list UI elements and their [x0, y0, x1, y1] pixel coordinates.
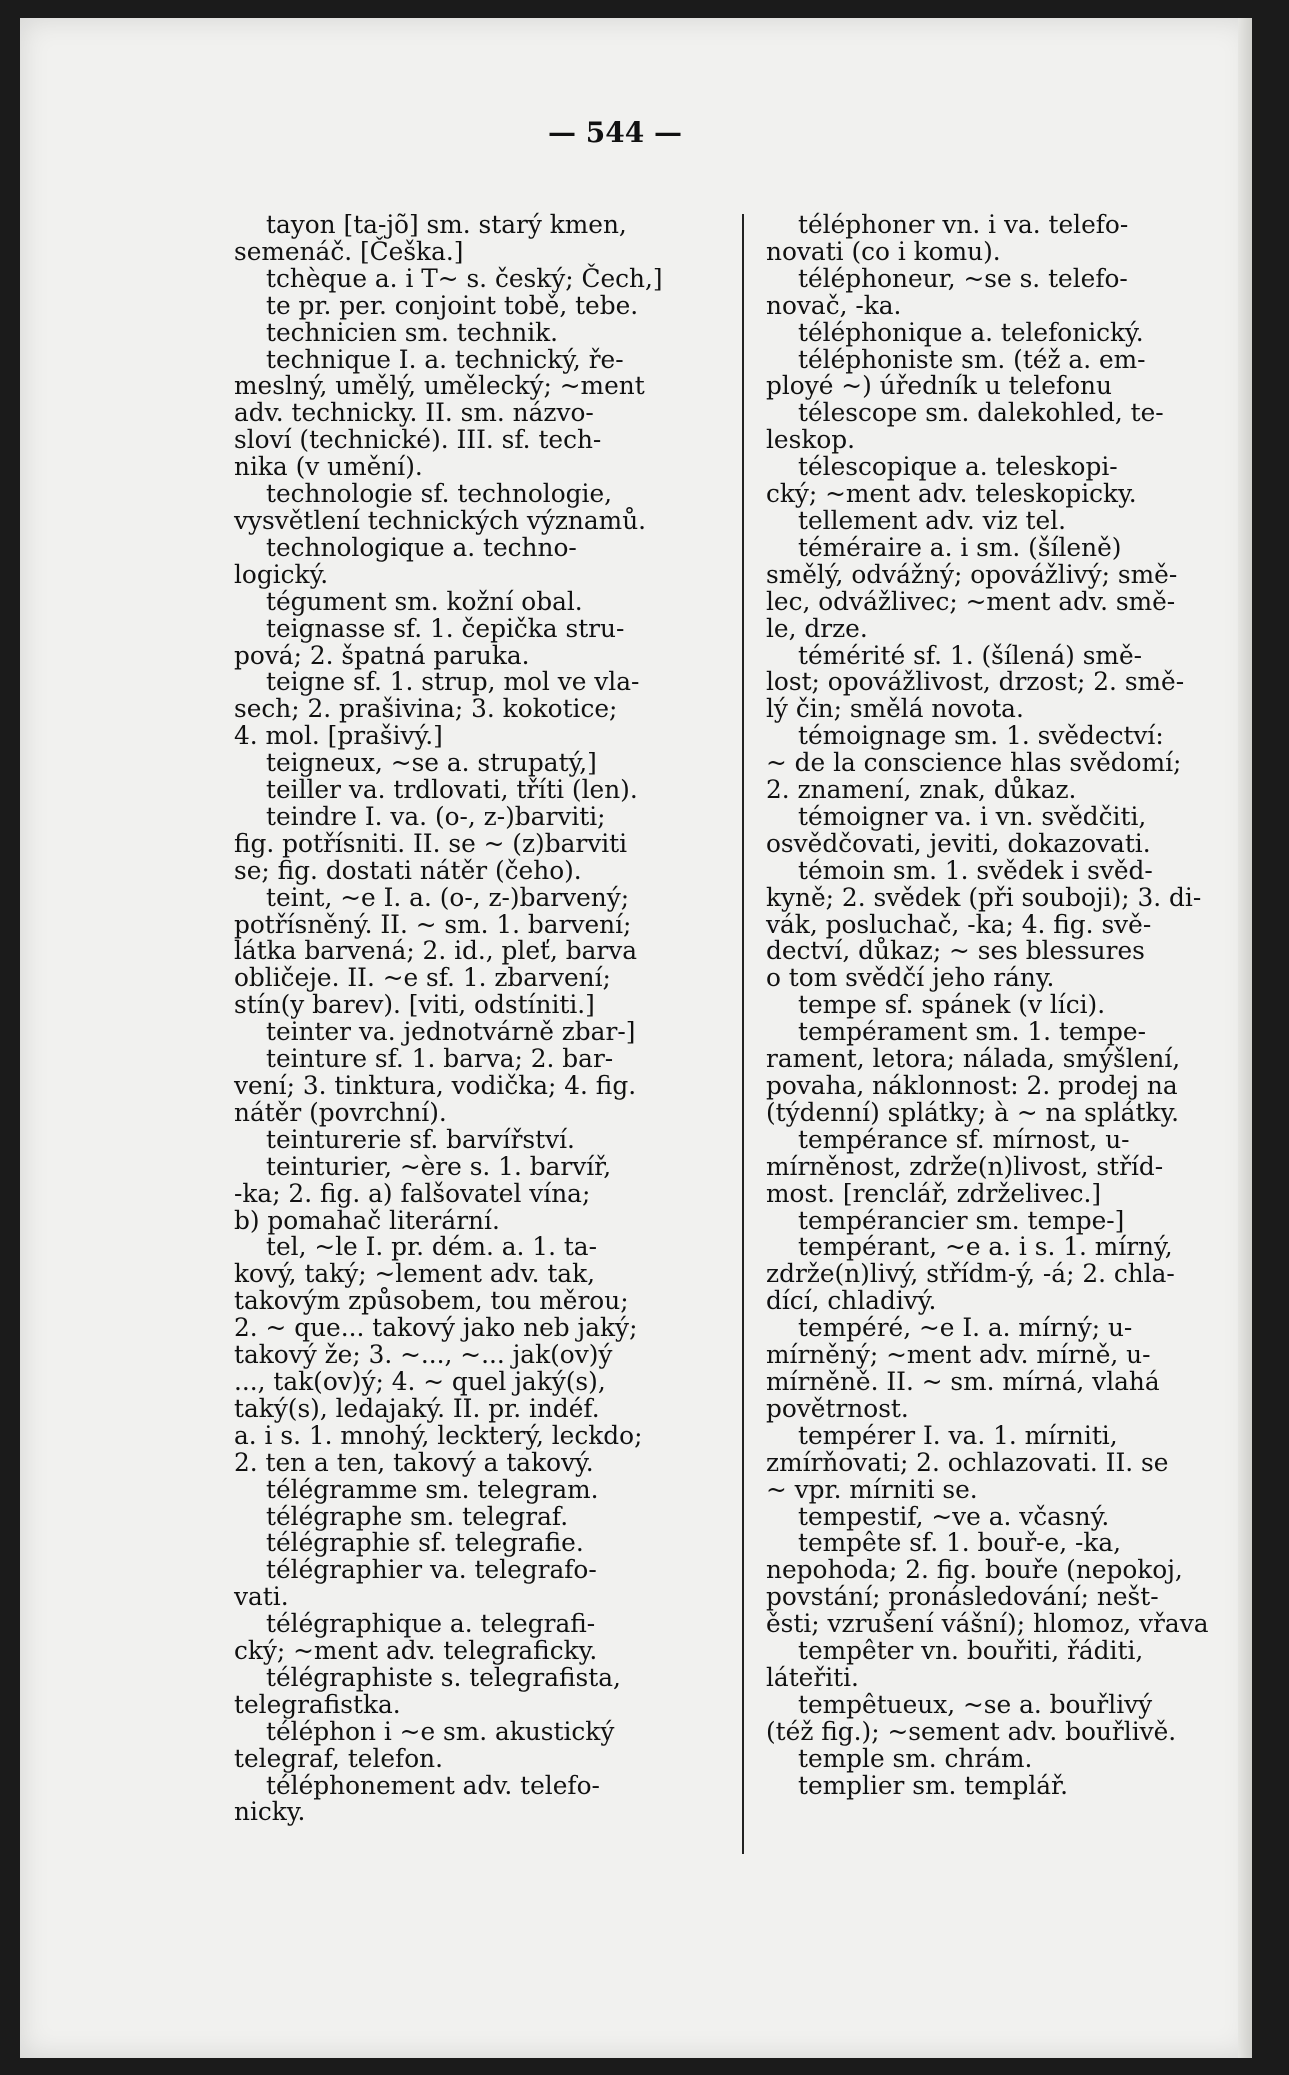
- dictionary-entry: [766, 1689, 1230, 1746]
- entry-headline: tempérancier sm. tempe-]: [798, 1205, 1125, 1235]
- entry-headline: teinturerie sf. barvířství.: [266, 1124, 575, 1154]
- entry-headline: temple sm. chrám.: [798, 1743, 1033, 1773]
- entry-headline: tchèque a. i T~ s. český; Čech,]: [266, 263, 663, 293]
- left-column: [234, 212, 726, 1826]
- dictionary-entry: [234, 801, 726, 885]
- dictionary-entry: [766, 454, 1230, 508]
- entry-line: pová; 2. špatná paruka.: [234, 640, 530, 670]
- entry-headline: tempérer I. va. 1. mírniti,: [798, 1420, 1118, 1450]
- dictionary-entry: [766, 1315, 1230, 1423]
- entry-line: lec, odvážlivec; ~ment adv. smě-: [766, 586, 1176, 616]
- dictionary-entry: [234, 1151, 726, 1235]
- entry-headline: télégraphe sm. telegraf.: [266, 1501, 569, 1531]
- entry-line: ..., tak(ov)ý; 4. ~ quel jaký(s),: [234, 1366, 606, 1396]
- entry-headline: télégraphier va. telegrafo-: [266, 1555, 597, 1585]
- entry-line: adv. technicky. II. sm. názvo-: [234, 398, 594, 428]
- entry-headline: teinturier, ~ère s. 1. barvíř,: [266, 1151, 612, 1181]
- entry-headline: tempêtueux, ~se a. bouřlivý: [798, 1689, 1153, 1719]
- right-column: [766, 212, 1230, 1799]
- page-edge-shadow: [1238, 18, 1252, 2058]
- entry-headline: télégraphiste s. telegrafista,: [266, 1662, 621, 1692]
- dictionary-entry: [234, 317, 726, 347]
- dictionary-entry: [766, 317, 1230, 347]
- dictionary-entry: [766, 992, 1230, 1019]
- dictionary-entry: [766, 640, 1230, 724]
- entry-line: mírněně. II. ~ sm. mírná, vlahá: [766, 1366, 1160, 1396]
- entry-line: sloví (technické). III. sf. tech-: [234, 425, 602, 455]
- dictionary-entry: [766, 505, 1230, 535]
- entry-headline: témoigner va. i vn. svědčiti,: [798, 801, 1147, 831]
- dictionary-entry: [234, 1234, 726, 1476]
- entry-headline: teinture sf. 1. barva; 2. bar-: [266, 1044, 614, 1074]
- dictionary-entry: [234, 613, 726, 670]
- entry-line: vati.: [234, 1582, 289, 1612]
- entry-headline: teint, ~e I. a. (o-, z-)barvený;: [266, 882, 630, 912]
- entry-line: 4. mol. [prašivý.]: [234, 721, 443, 751]
- entry-headline: télégramme sm. telegram.: [266, 1474, 599, 1504]
- entry-headline: télégraphie sf. telegrafie.: [266, 1528, 584, 1558]
- dictionary-entry: [766, 1638, 1230, 1692]
- entry-line: mírněnost, zdrže(n)livost, stříd-: [766, 1151, 1164, 1181]
- dictionary-entry: [766, 1124, 1230, 1208]
- entry-headline: téléphoner vn. i va. telefo-: [798, 210, 1129, 239]
- entry-line: 2. ten a ten, takový a takový.: [234, 1447, 594, 1477]
- entry-headline: tégument sm. kožní obal.: [266, 586, 583, 616]
- entry-line: nicky.: [234, 1797, 306, 1827]
- entry-headline: témoin sm. 1. svědek i svěd-: [798, 855, 1153, 885]
- entry-headline: teindre I. va. (o-, z-)barviti;: [266, 801, 606, 831]
- entry-line: novati (co i komu).: [766, 236, 1001, 266]
- dictionary-entry: [234, 532, 726, 589]
- entry-line: zdrže(n)livý, střídm-ý, -á; 2. chla-: [766, 1259, 1175, 1289]
- entry-line: ~ de la conscience hlas svědomí;: [766, 748, 1182, 778]
- dictionary-entry: [766, 1205, 1230, 1235]
- entry-line: lost; opovážlivost, drzost; 2. smě-: [766, 667, 1185, 697]
- dictionary-entry: [234, 344, 726, 482]
- entry-line: 2. znamení, znak, důkaz.: [766, 775, 1077, 805]
- dictionary-entry: [766, 1234, 1230, 1315]
- entry-line: lý čin; smělá novota.: [766, 694, 1024, 724]
- dictionary-entry: [234, 481, 726, 535]
- entry-line: semenáč. [Češka.]: [234, 236, 464, 266]
- dictionary-entry: [234, 212, 726, 266]
- entry-headline: tempérance sf. mírnost, u-: [798, 1124, 1130, 1154]
- entry-line: b) pomahač literární.: [234, 1205, 500, 1235]
- entry-line: vysvětlení technických významů.: [234, 505, 647, 535]
- entry-headline: tempêter vn. bouřiti, řáditi,: [798, 1636, 1144, 1666]
- entry-headline: tempérament sm. 1. tempe-: [798, 1017, 1146, 1047]
- entry-line: vení; 3. tinktura, vodička; 4. fig.: [234, 1071, 637, 1100]
- entry-line: novač, -ka.: [766, 290, 902, 320]
- entry-line: 2. ~ que... takový jako neb jaký;: [234, 1313, 638, 1343]
- dictionary-entry: [234, 263, 726, 293]
- entry-line: povstání; pronásledování; nešt-: [766, 1582, 1159, 1612]
- entry-line: ployé ~) úředník u telefonu: [766, 371, 1112, 401]
- entry-line: most. [renclář, zdrželivec.]: [766, 1178, 1102, 1208]
- dictionary-entry: [766, 855, 1230, 993]
- entry-headline: technologie sf. technologie,: [266, 479, 613, 509]
- entry-line: nepohoda; 2. fig. bouře (nepokoj,: [766, 1555, 1183, 1585]
- dictionary-entry: [234, 882, 726, 1020]
- dictionary-entry: [234, 1019, 726, 1046]
- dictionary-entry: [766, 1770, 1230, 1800]
- entry-headline: téléphon i ~e sm. akustický: [266, 1716, 615, 1746]
- dictionary-entry: [234, 290, 726, 320]
- entry-headline: teignasse sf. 1. čepička stru-: [266, 613, 625, 643]
- dictionary-entry: [766, 1501, 1230, 1531]
- dictionary-entry: [234, 1046, 726, 1127]
- entry-headline: tempe sf. spánek (v líci).: [798, 990, 1106, 1020]
- entry-line: fig. potřísniti. II. se ~ (z)barviti: [234, 828, 628, 858]
- entry-headline: télégraphique a. telegrafi-: [266, 1609, 596, 1639]
- entry-line: ~ vpr. mírniti se.: [766, 1474, 978, 1504]
- entry-headline: télescope sm. dalekohled, te-: [798, 398, 1164, 428]
- dictionary-entry: [234, 1611, 726, 1665]
- entry-line: (týdenní) splátky; à ~ na splátky.: [766, 1097, 1180, 1127]
- entry-line: mírněný; ~ment adv. mírně, u-: [766, 1340, 1151, 1370]
- entry-line: dectví, důkaz; ~ ses blessures: [766, 936, 1145, 966]
- entry-headline: téléphonement adv. telefo-: [266, 1770, 600, 1800]
- dictionary-entry: [766, 1743, 1230, 1773]
- entry-headline: teiller va. trdlovati, tříti (len).: [266, 775, 638, 805]
- dictionary-entry: [234, 1770, 726, 1827]
- dictionary-entry: [234, 750, 726, 777]
- entry-line: -ka; 2. fig. a) falšovatel vína;: [234, 1178, 591, 1208]
- entry-line: le, drze.: [766, 613, 868, 643]
- entry-line: se; fig. dostati nátěr (čeho).: [234, 855, 582, 885]
- entry-line: láteřiti.: [766, 1662, 859, 1692]
- entry-line: rament, letora; nálada, smýšlení,: [766, 1044, 1181, 1074]
- dictionary-entry: [766, 1019, 1230, 1127]
- entry-headline: tempérant, ~e a. i s. 1. mírný,: [798, 1232, 1173, 1262]
- entry-line: telegrafistka.: [234, 1689, 401, 1719]
- entry-headline: technologique a. techno-: [266, 532, 577, 562]
- entry-line: stín(y barev). [viti, odstíniti.]: [234, 990, 595, 1020]
- entry-headline: téléphonique a. telefonický.: [798, 317, 1144, 347]
- entry-line: dící, chladivý.: [766, 1286, 937, 1316]
- column-divider: [742, 214, 744, 1854]
- entry-headline: télescopique a. teleskopi-: [798, 452, 1118, 482]
- entry-line: cký; ~ment adv. teleskopicky.: [766, 479, 1137, 509]
- entry-headline: tempestif, ~ve a. včasný.: [798, 1501, 1110, 1531]
- entry-line: obličeje. II. ~e sf. 1. zbarvení;: [234, 963, 611, 993]
- entry-line: ěsti; vzrušení vášní); hlomoz, vřava: [766, 1609, 1209, 1639]
- dictionary-entry: [234, 1501, 726, 1531]
- entry-line: vák, posluchač, -ka; 4. fig. svě-: [766, 909, 1152, 939]
- entry-line: osvědčovati, jeviti, dokazovati.: [766, 828, 1151, 858]
- entry-headline: témoignage sm. 1. svědectví:: [798, 721, 1164, 751]
- dictionary-entry: [766, 263, 1230, 320]
- dictionary-entry: [234, 1124, 726, 1154]
- entry-line: logický.: [234, 559, 329, 589]
- entry-headline: te pr. per. conjoint tobě, tebe.: [266, 290, 639, 320]
- entry-headline: témérité sf. 1. (šílená) smě-: [798, 640, 1142, 670]
- entry-line: telegraf, telefon.: [234, 1743, 444, 1773]
- entry-headline: teigne sf. 1. strup, mol ve vla-: [266, 667, 640, 697]
- entry-headline: téméraire a. i sm. (šíleně): [798, 532, 1122, 562]
- entry-headline: templier sm. templář.: [798, 1770, 1069, 1800]
- entry-line: povětrnost.: [766, 1393, 909, 1423]
- dictionary-entry: [766, 1530, 1230, 1638]
- dictionary-entry: [766, 723, 1230, 804]
- entry-headline: technicien sm. technik.: [266, 317, 559, 347]
- page-number: — 544 —: [548, 116, 682, 149]
- entry-line: (též fig.); ~sement adv. bouřlivě.: [766, 1716, 1177, 1746]
- entry-line: zmírňovati; 2. ochlazovati. II. se: [766, 1447, 1169, 1477]
- entry-headline: tellement adv. viz tel.: [798, 505, 1067, 535]
- entry-headline: technique I. a. technický, ře-: [266, 344, 624, 374]
- entry-headline: tayon [ta-jõ] sm. starý kmen,: [266, 210, 627, 239]
- entry-line: nátěr (povrchní).: [234, 1097, 447, 1127]
- entry-line: látka barvená; 2. id., pleť, barva: [234, 936, 638, 966]
- entry-line: nika (v umění).: [234, 452, 423, 482]
- entry-headline: téléphoneur, ~se s. telefo-: [798, 263, 1128, 293]
- dictionary-entry: [766, 344, 1230, 401]
- entry-line: povaha, náklonnost: 2. prodej na: [766, 1071, 1178, 1100]
- dictionary-entry: [234, 777, 726, 804]
- entry-line: takovým způsobem, tou měrou;: [234, 1286, 629, 1316]
- entry-headline: teigneux, ~se a. strupatý,]: [266, 748, 597, 778]
- entry-line: taký(s), ledajaký. II. pr. indéf.: [234, 1393, 600, 1423]
- entry-line: cký; ~ment adv. telegraficky.: [234, 1636, 598, 1666]
- entry-line: potřísněný. II. ~ sm. 1. barvení;: [234, 909, 632, 939]
- entry-headline: tempête sf. 1. bouř-e, -ka,: [798, 1528, 1122, 1558]
- entry-line: kový, taký; ~lement adv. tak,: [234, 1259, 595, 1289]
- entry-headline: teinter va. jednotvárně zbar-]: [266, 1017, 636, 1047]
- entry-line: o tom svědčí jeho rány.: [766, 963, 1055, 993]
- dictionary-entry: [234, 1662, 726, 1719]
- entry-line: sech; 2. prašivina; 3. kokotice;: [234, 694, 618, 724]
- entry-line: kyně; 2. svědek (při souboji); 3. di-: [766, 882, 1202, 912]
- entry-line: leskop.: [766, 425, 856, 455]
- dictionary-entry: [234, 669, 726, 750]
- dictionary-entry: [234, 1530, 726, 1557]
- entry-line: takový že; 3. ~..., ~... jak(ov)ý: [234, 1340, 613, 1370]
- dictionary-entry: [234, 1474, 726, 1504]
- entry-line: a. i s. 1. mnohý, leckterý, leckdo;: [234, 1420, 643, 1450]
- dictionary-entry: [234, 586, 726, 616]
- dictionary-entry: [766, 1420, 1230, 1504]
- entry-headline: tel, ~le I. pr. dém. a. 1. ta-: [266, 1232, 597, 1262]
- dictionary-entry: [766, 801, 1230, 858]
- dictionary-entry: [766, 400, 1230, 454]
- entry-line: meslný, umělý, umělecký; ~ment: [234, 371, 645, 401]
- dictionary-entry: [234, 1716, 726, 1773]
- entry-line: smělý, odvážný; opovážlivý; smě-: [766, 559, 1178, 589]
- entry-headline: téléphoniste sm. (též a. em-: [798, 344, 1146, 374]
- dictionary-entry: [766, 532, 1230, 643]
- entry-headline: tempéré, ~e I. a. mírný; u-: [798, 1313, 1133, 1343]
- dictionary-entry: [766, 212, 1230, 266]
- dictionary-entry: [234, 1557, 726, 1611]
- dictionary-page: [20, 18, 1252, 2058]
